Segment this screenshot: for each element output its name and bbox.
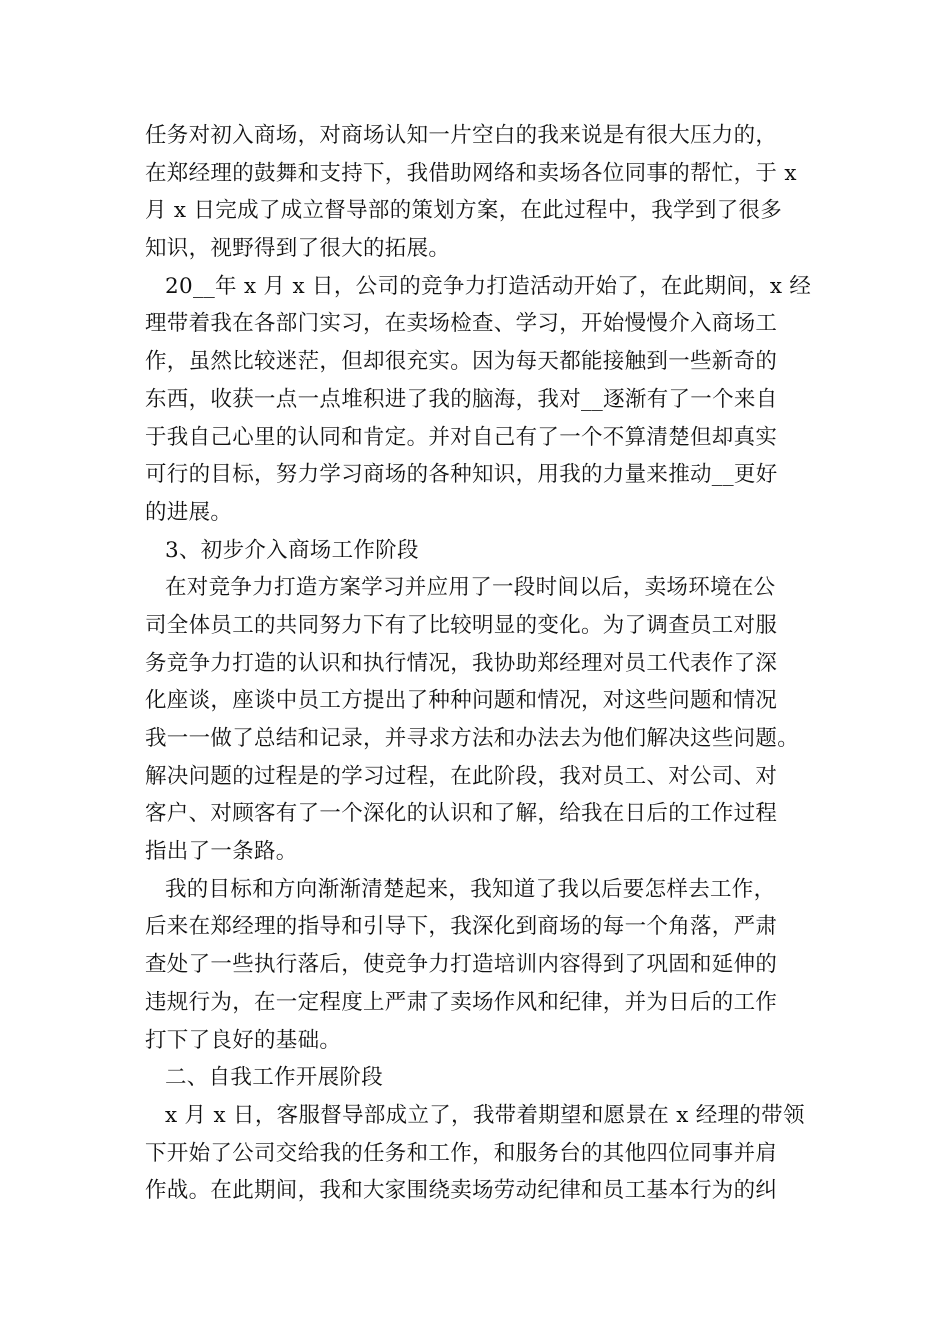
text-line: 我一一做了总结和记录，并寻求方法和办法去为他们解决这些问题。 (145, 726, 800, 751)
text-line: 在对竞争力打造方案学习并应用了一段时间以后，卖场环境在公 (165, 575, 776, 601)
document-body (145, 117, 825, 1210)
text-line: 的进展。 (145, 499, 233, 525)
text-line: 下开始了公司交给我的任务和工作，和服务台的其他四位同事并肩 (145, 1140, 778, 1166)
text-line: 东西，收获一点一点堆积进了我的脑海，我对__逐渐有了一个来自 (145, 386, 778, 412)
text-line: 任务对初入商场，对商场认知一片空白的我来说是有很大压力的， (145, 123, 778, 148)
text-line: 月 x 日完成了成立督导部的策划方案，在此过程中，我学到了很多 (145, 198, 783, 224)
text-line: 可行的目标，努力学习商场的各种知识，用我的力量来推动__更好 (145, 462, 778, 488)
text-line: 20__年 x 月 x 日，公司的竞争力打造活动开始了，在此期间，x 经 (165, 273, 812, 299)
text-line: 我的目标和方向渐渐清楚起来，我知道了我以后要怎样去工作， (165, 876, 776, 902)
text-line: 在郑经理的鼓舞和支持下，我借助网络和卖场各位同事的帮忙，于 x (145, 160, 797, 186)
text-line: 3、初步介入商场工作阶段 (165, 537, 419, 563)
text-line: x 月 x 日，客服督导部成立了，我带着期望和愿景在 x 经理的带领 (165, 1102, 805, 1128)
text-line: 后来在郑经理的指导和引导下，我深化到商场的每一个角落，严肃 (145, 914, 778, 940)
text-line: 务竞争力打造的认识和执行情况，我协助郑经理对员工代表作了深 (145, 650, 778, 676)
text-line: 理带着我在各部门实习，在卖场检查、学习，开始慢慢介入商场工 (145, 311, 778, 337)
text-line: 指出了一条路。 (145, 839, 298, 865)
text-line: 司全体员工的共同努力下有了比较明显的变化。为了调查员工对服 (145, 612, 778, 638)
text-line: 化座谈，座谈中员工方提出了种种问题和情况，对这些问题和情况 (145, 688, 778, 714)
text-line: 知识，视野得到了很大的拓展。 (145, 236, 451, 262)
text-line: 客户、对顾客有了一个深化的认识和了解，给我在日后的工作过程 (145, 801, 778, 827)
text-line: 违规行为，在一定程度上严肃了卖场作风和纪律，并为日后的工作 (145, 989, 778, 1015)
text-line: 查处了一些执行落后，使竞争力打造培训内容得到了巩固和延伸的 (145, 952, 778, 978)
text-line: 解决问题的过程是的学习过程，在此阶段，我对员工、对公司、对 (145, 763, 778, 789)
text-line: 作，虽然比较迷茫，但却很充实。因为每天都能接触到一些新奇的 (145, 349, 778, 375)
text-line: 作战。在此期间，我和大家围绕卖场劳动纪律和员工基本行为的纠 (145, 1178, 778, 1204)
text-line: 于我自己心里的认同和肯定。并对自己有了一个不算清楚但却真实 (145, 424, 778, 450)
text-line: 二、自我工作开展阶段 (165, 1065, 384, 1091)
text-line: 打下了良好的基础。 (145, 1027, 342, 1053)
